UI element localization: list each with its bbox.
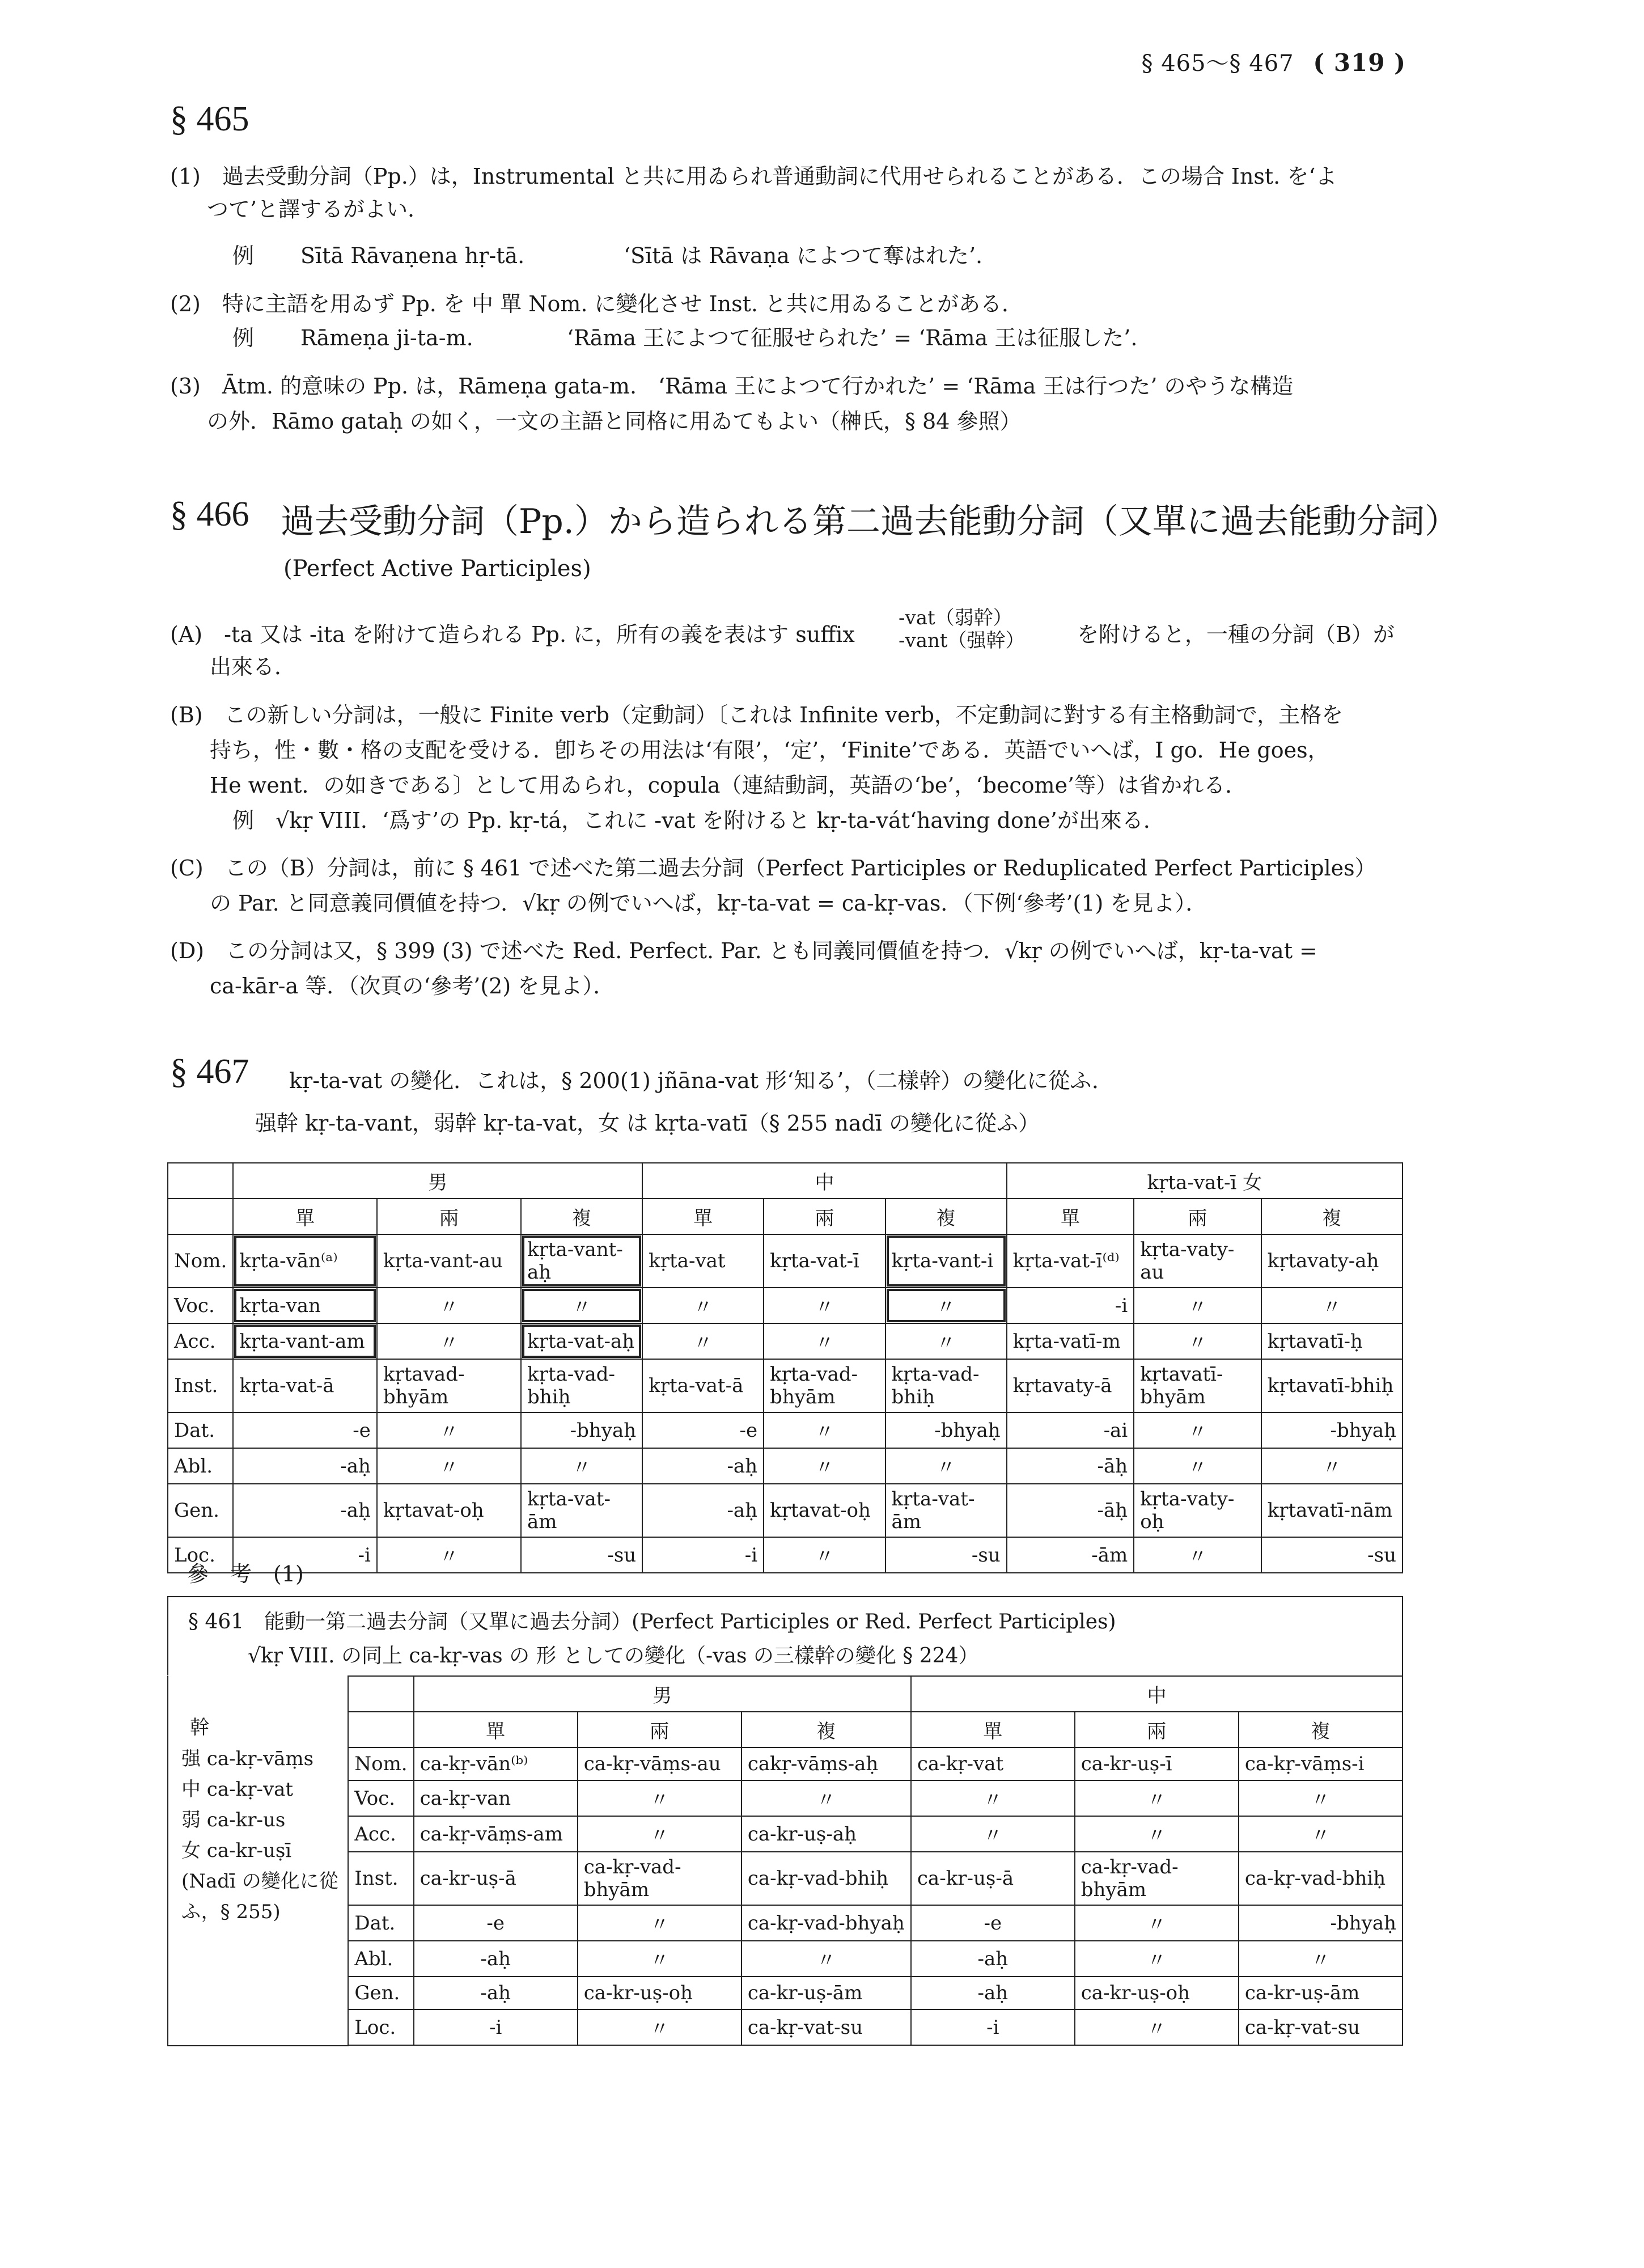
table-cell: ca-kṛ-vat bbox=[911, 1747, 1075, 1780]
suffix-strong: -vant（强幹） bbox=[899, 629, 1025, 652]
table-cell: ca-kr-uṣ-ām bbox=[1239, 1977, 1403, 2009]
case-label: Gen. bbox=[168, 1484, 233, 1537]
corner-cell bbox=[348, 1712, 413, 1747]
spacer-row bbox=[348, 2045, 1403, 2046]
table-cell: -i bbox=[642, 1537, 764, 1573]
s465-p3b: の外．Rāmo gataḥ の如く，一文の主語と同格に用ゐてもよい（榊氏，§ 84 參照） bbox=[207, 409, 1022, 434]
table-cell: -āḥ bbox=[1007, 1484, 1134, 1537]
table-cell: -āḥ bbox=[1007, 1448, 1134, 1484]
group-neuter: 中 bbox=[642, 1163, 1007, 1199]
section-467-number: § 467 bbox=[170, 1052, 249, 1091]
case-label: Dat. bbox=[168, 1412, 233, 1448]
table-cell: 〃 bbox=[377, 1288, 521, 1323]
table-cell: 〃 bbox=[911, 1780, 1075, 1816]
table-cell: 〃 bbox=[1134, 1537, 1261, 1573]
table-cell: kṛta-vat-ī⁽ᵈ⁾ bbox=[1007, 1234, 1134, 1288]
table-cell: -ai bbox=[1007, 1412, 1134, 1448]
s466-C-line1: (C) この（B）分詞は，前に § 461 で述べた第二過去分詞（Perfect Participles or Reduplicated Perfect Participles） bbox=[170, 856, 1376, 881]
table-cell: ca-kr-uṣ-aḥ bbox=[742, 1816, 911, 1852]
table-cell: -aḥ bbox=[642, 1484, 764, 1537]
s466-A-line1: (A) -ta 又は -ita を附けて造られる Pp. に，所有の義を表はす suffix bbox=[170, 622, 855, 647]
case-label: Acc. bbox=[168, 1323, 233, 1359]
table-cell: -i bbox=[414, 2009, 578, 2045]
table-cell: 〃 bbox=[1134, 1323, 1261, 1359]
table-cell: -e bbox=[642, 1412, 764, 1448]
table-cell: ca-kṛ-vad-bhiḥ bbox=[742, 1852, 911, 1905]
suffix-weak: -vat（弱幹） bbox=[899, 607, 1012, 629]
number-header: 兩 bbox=[1075, 1712, 1239, 1747]
table-cell: -su bbox=[521, 1537, 642, 1573]
s467-line2: 强幹 kṛ-ta-vant，弱幹 kṛ-ta-vat，女 は kṛta-vatī（§ 255 nadī の變化に從ふ） bbox=[255, 1111, 1040, 1136]
table-row bbox=[168, 1941, 1403, 1977]
reference-caption-box bbox=[167, 1596, 1403, 1675]
table-cell: -su bbox=[885, 1537, 1007, 1573]
table-cell: 〃 bbox=[1075, 1816, 1239, 1852]
group-feminine: kṛta-vat-ī 女 bbox=[1007, 1163, 1403, 1199]
table-cell: -ām bbox=[1007, 1537, 1134, 1573]
table-cell: kṛta-vant-aḥ bbox=[521, 1234, 642, 1288]
table-cell: 〃 bbox=[578, 2009, 742, 2045]
table-row bbox=[168, 1448, 1403, 1484]
table-cell: 〃 bbox=[578, 1780, 742, 1816]
table-cell: 〃 bbox=[885, 1288, 1007, 1323]
table-cell: 〃 bbox=[885, 1323, 1007, 1359]
s465-p1: (1) 過去受動分詞（Pp.）は，Instrumental と共に用ゐられ普通動詞に代用せられることがある．この場合 Inst. を‘よ bbox=[170, 164, 1337, 189]
table-row bbox=[168, 1780, 1403, 1816]
table-cell: kṛta-vad-bhyām bbox=[764, 1359, 885, 1412]
case-label: Loc. bbox=[168, 1537, 233, 1573]
table-row bbox=[168, 1484, 1403, 1537]
group-neuter: 中 bbox=[911, 1676, 1403, 1712]
s466-D-line2: ca-kār-a 等．（次頁の‘參考’(2) を見よ）． bbox=[210, 974, 615, 998]
table-cell: ca-kṛ-vāṃs-au bbox=[578, 1747, 742, 1780]
number-header: 複 bbox=[742, 1712, 911, 1747]
s465-ex1-skt: Sītā Rāvaṇena hṛ-tā. bbox=[300, 243, 525, 268]
table-cell: -aḥ bbox=[233, 1484, 377, 1537]
table-cell: kṛta-vant-am bbox=[233, 1323, 377, 1359]
number-header: 單 bbox=[911, 1712, 1075, 1747]
table-cell: 〃 bbox=[1075, 2009, 1239, 2045]
s465-ex2-translation: ‘Rāma 王によつて征服せられた’ = ‘Rāma 王は征服した’. bbox=[567, 325, 1138, 350]
table-row bbox=[168, 1359, 1403, 1412]
corner-cell bbox=[348, 1676, 413, 1712]
corner-cell bbox=[168, 1163, 233, 1199]
table-cell: kṛta-vat-aḥ bbox=[521, 1323, 642, 1359]
stem-strong: 强 ca-kṛ-vāṃs bbox=[181, 1747, 314, 1770]
table-cell: kṛta-vad-bhiḥ bbox=[885, 1359, 1007, 1412]
number-header: 單 bbox=[642, 1199, 764, 1234]
table-cell: kṛta-vant-au bbox=[377, 1234, 521, 1288]
s467-line1: kṛ-ta-vat の變化．これは，§ 200(1) jñāna-vat 形‘知る’，（二樣幹）の變化に從ふ． bbox=[289, 1068, 1114, 1093]
stem-middle: 中 ca-kṛ-vat bbox=[181, 1778, 294, 1801]
table-cell: 〃 bbox=[642, 1323, 764, 1359]
table-cell: -aḥ bbox=[414, 1941, 578, 1977]
table-cell: ca-kṛ-vāṃs-am bbox=[414, 1816, 578, 1852]
table-cell: -bhyaḥ bbox=[521, 1412, 642, 1448]
table-cell: -e bbox=[911, 1905, 1075, 1941]
section-466-subtitle: (Perfect Active Participles) bbox=[283, 556, 591, 582]
case-label: Abl. bbox=[348, 1941, 413, 1977]
number-header: 兩 bbox=[377, 1199, 521, 1234]
table-cell: kṛta-vant-i bbox=[885, 1234, 1007, 1288]
case-label: Gen. bbox=[348, 1977, 413, 2009]
case-label: Abl. bbox=[168, 1448, 233, 1484]
table-cell: kṛta-vat bbox=[642, 1234, 764, 1288]
declension-table-krtavat bbox=[167, 1162, 1403, 1573]
section-466-title: 過去受動分詞（Pp.）から造られる第二過去能動分詞（又單に過去能動分詞） bbox=[281, 502, 1459, 541]
table-cell: 〃 bbox=[1075, 1905, 1239, 1941]
s465-p3: (3) Ātm. 的意味の Pp. は，Rāmeṇa gata-m. ‘Rāma 王によつて行かれた’ = ‘Rāma 王は行つた’ のやうな構造 bbox=[170, 374, 1294, 399]
table-cell: 〃 bbox=[742, 1941, 911, 1977]
s466-A-line2: 出來る． bbox=[210, 654, 296, 679]
table-cell: kṛta-vān⁽ᵃ⁾ bbox=[233, 1234, 377, 1288]
s466-C-line2: の Par. と同意義同價値を持つ．√kṛ の例でいへば，kṛ-ta-vat = ca-kṛ-vas．（下例‘參考’(1) を見よ）． bbox=[210, 891, 1207, 916]
table-cell: 〃 bbox=[521, 1448, 642, 1484]
case-label: Nom. bbox=[168, 1234, 233, 1288]
table-cell: 〃 bbox=[578, 1905, 742, 1941]
stem-column bbox=[168, 1676, 348, 2046]
table-cell: 〃 bbox=[1075, 1941, 1239, 1977]
case-label: Inst. bbox=[168, 1359, 233, 1412]
table-cell: ca-kr-uṣ-ā bbox=[414, 1852, 578, 1905]
stem-feminine: 女 ca-kr-uṣī bbox=[181, 1839, 292, 1862]
table-cell: -bhyaḥ bbox=[885, 1412, 1007, 1448]
case-label: Voc. bbox=[168, 1288, 233, 1323]
number-header: 複 bbox=[885, 1199, 1007, 1234]
table-cell: kṛta-vat-ī bbox=[764, 1234, 885, 1288]
s466-A-suffix-brace bbox=[899, 607, 1025, 652]
table-cell: kṛtavatī-bhiḥ bbox=[1261, 1359, 1403, 1412]
table-cell: -aḥ bbox=[911, 1977, 1075, 2009]
running-header bbox=[1141, 45, 1406, 78]
s465-p1b: つて’と譯するがよい． bbox=[207, 197, 430, 222]
reference-caption-1: § 461 能動一第二過去分詞（又單に過去分詞）(Perfect Participles or Red. Perfect Participles) bbox=[188, 1610, 1116, 1634]
table-row bbox=[168, 2009, 1403, 2045]
table-cell: -aḥ bbox=[414, 1977, 578, 2009]
table-cell: 〃 bbox=[764, 1288, 885, 1323]
table-cell: 〃 bbox=[1261, 1448, 1403, 1484]
table-cell: -su bbox=[1261, 1537, 1403, 1573]
s465-ex1-label: 例 bbox=[232, 243, 255, 268]
case-label: Loc. bbox=[348, 2009, 413, 2045]
table-cell: kṛtavaty-ā bbox=[1007, 1359, 1134, 1412]
table-cell: 〃 bbox=[1239, 1816, 1403, 1852]
table-cell: kṛta-vat-ām bbox=[885, 1484, 1007, 1537]
table-cell: 〃 bbox=[377, 1412, 521, 1448]
s466-B-line3: He went．の如きである〕として用ゐられ，copula（連結動詞，英語の‘be’，‘become’等）は省かれる． bbox=[210, 773, 1247, 798]
s465-ex2-label: 例 bbox=[232, 325, 255, 350]
table-cell: ca-kṛ-vad-bhyām bbox=[578, 1852, 742, 1905]
table-cell: kṛtavat-oḥ bbox=[377, 1484, 521, 1537]
table-cell: ca-kṛ-vat-su bbox=[1239, 2009, 1403, 2045]
table-row bbox=[168, 1905, 1403, 1941]
table-cell: ca-kr-uṣ-ā bbox=[911, 1852, 1075, 1905]
table-cell: kṛta-vaty-oḥ bbox=[1134, 1484, 1261, 1537]
s465-ex2-skt: Rāmeṇa ji-ta-m. bbox=[300, 325, 473, 350]
number-header: 單 bbox=[1007, 1199, 1134, 1234]
table-cell: 〃 bbox=[1134, 1448, 1261, 1484]
s466-B-line4: 例 √kṛ VIII．‘爲す’の Pp. kṛ-tá，これに -vat を附けると kṛ-ta-vát‘having done’が出來る． bbox=[232, 808, 1165, 833]
table-cell: -i bbox=[233, 1537, 377, 1573]
table-cell: 〃 bbox=[1261, 1288, 1403, 1323]
table-row bbox=[168, 1852, 1403, 1905]
table-cell: cakṛ-vāṃs-aḥ bbox=[742, 1747, 911, 1780]
s465-ex1-translation: ‘Sītā は Rāvaṇa によつて奪はれた’. bbox=[624, 243, 983, 268]
table-cell: ca-kṛ-vat-su bbox=[742, 2009, 911, 2045]
s466-B-line1: (B) この新しい分詞は，一般に Finite verb（定動詞）〔これは Infinite verb，不定動詞に對する有主格動詞で，主格を bbox=[170, 703, 1344, 727]
case-label: Acc. bbox=[348, 1816, 413, 1852]
case-label: Dat. bbox=[348, 1905, 413, 1941]
table-cell: 〃 bbox=[1134, 1288, 1261, 1323]
table-cell: 〃 bbox=[377, 1537, 521, 1573]
s466-D-line1: (D) この分詞は又，§ 399 (3) で述べた Red. Perfect. Par. とも同義同價値を持つ．√kṛ の例でいへば，kṛ-ta-vat = bbox=[170, 938, 1317, 963]
table-cell: 〃 bbox=[1239, 1941, 1403, 1977]
table-cell: -e bbox=[233, 1412, 377, 1448]
table-cell: kṛtavaty-aḥ bbox=[1261, 1234, 1403, 1288]
table-cell: kṛtavatī-ḥ bbox=[1261, 1323, 1403, 1359]
table-cell: 〃 bbox=[1134, 1412, 1261, 1448]
table-cell: 〃 bbox=[1239, 1780, 1403, 1816]
s465-p2: (2) 特に主語を用ゐず Pp. を 中 單 Nom. に變化させ Inst. と共に用ゐることがある． bbox=[170, 291, 1024, 316]
table-cell: ca-kṛ-vad-bhyaḥ bbox=[742, 1905, 911, 1941]
table-cell: ca-kṛ-vāṃs-i bbox=[1239, 1747, 1403, 1780]
table-cell: kṛta-vat-ā bbox=[233, 1359, 377, 1412]
stem-heading: 幹 bbox=[190, 1716, 209, 1739]
table-cell: 〃 bbox=[642, 1288, 764, 1323]
table-cell: 〃 bbox=[911, 1816, 1075, 1852]
table-cell: ca-kr-uṣ-ī bbox=[1075, 1747, 1239, 1780]
table-cell: kṛta-van bbox=[233, 1288, 377, 1323]
table-row bbox=[168, 1816, 1403, 1852]
table-cell: kṛta-vad-bhiḥ bbox=[521, 1359, 642, 1412]
table-cell: kṛta-vaty-au bbox=[1134, 1234, 1261, 1288]
table-cell: -bhyaḥ bbox=[1239, 1905, 1403, 1941]
number-header: 兩 bbox=[1134, 1199, 1261, 1234]
table-row bbox=[168, 1234, 1403, 1288]
reference-caption-2: √kṛ VIII. の同上 ca-kṛ-vas の 形 としての變化（-vas の三樣幹の變化 § 224） bbox=[248, 1644, 979, 1668]
declension-table-cakrvas bbox=[167, 1675, 1403, 2046]
table-cell: 〃 bbox=[764, 1448, 885, 1484]
table-cell: ca-kr-uṣ-ām bbox=[742, 1977, 911, 2009]
table-cell: ca-kṛ-vad-bhiḥ bbox=[1239, 1852, 1403, 1905]
table-cell: kṛtavad-bhyām bbox=[377, 1359, 521, 1412]
table-cell: ca-kṛ-vad-bhyām bbox=[1075, 1852, 1239, 1905]
stem-note-2: ふ，§ 255) bbox=[181, 1901, 281, 1923]
case-label: Nom. bbox=[348, 1747, 413, 1780]
corner-cell bbox=[168, 1199, 233, 1234]
table-cell: 〃 bbox=[742, 1780, 911, 1816]
s466-A-line1b: を附けると，一種の分詞（B）が bbox=[1077, 622, 1395, 647]
table-cell: ca-kr-uṣ-oḥ bbox=[1075, 1977, 1239, 2009]
table-cell: -bhyaḥ bbox=[1261, 1412, 1403, 1448]
table-cell: kṛtavat-oḥ bbox=[764, 1484, 885, 1537]
number-header: 兩 bbox=[764, 1199, 885, 1234]
section-range: § 465〜§ 467 bbox=[1141, 50, 1294, 77]
table-cell: -e bbox=[414, 1905, 578, 1941]
table-cell: ca-kṛ-vān⁽ᵇ⁾ bbox=[414, 1747, 578, 1780]
table-cell: kṛta-vat-ām bbox=[521, 1484, 642, 1537]
table-cell: kṛtavatī-bhyām bbox=[1134, 1359, 1261, 1412]
table-cell: -aḥ bbox=[642, 1448, 764, 1484]
group-masculine: 男 bbox=[414, 1676, 911, 1712]
table-row bbox=[168, 1537, 1403, 1573]
table-cell: -aḥ bbox=[911, 1941, 1075, 1977]
reference-label: 參 考 (1) bbox=[187, 1562, 304, 1586]
table-cell: 〃 bbox=[1075, 1780, 1239, 1816]
number-header: 複 bbox=[521, 1199, 642, 1234]
table-cell: 〃 bbox=[578, 1941, 742, 1977]
table-cell: 〃 bbox=[764, 1412, 885, 1448]
table-cell: 〃 bbox=[521, 1288, 642, 1323]
section-466-number: § 466 bbox=[170, 495, 249, 534]
number-header: 複 bbox=[1239, 1712, 1403, 1747]
number-header: 單 bbox=[414, 1712, 578, 1747]
table-cell: -aḥ bbox=[233, 1448, 377, 1484]
case-label: Inst. bbox=[348, 1852, 413, 1905]
table-cell: 〃 bbox=[578, 1816, 742, 1852]
table-row bbox=[168, 1412, 1403, 1448]
table-cell: 〃 bbox=[377, 1448, 521, 1484]
table-cell: kṛta-vatī-m bbox=[1007, 1323, 1134, 1359]
table-cell: kṛtavatī-nām bbox=[1261, 1484, 1403, 1537]
table-cell: -i bbox=[1007, 1288, 1134, 1323]
section-465-title: § 465 bbox=[170, 100, 249, 138]
table-cell: 〃 bbox=[377, 1323, 521, 1359]
s466-B-line2: 持ち，性・數・格の支配を受ける．卽ちその用法は‘有限’，‘定’，‘Finite’である．英語でいへば，I go．He goes， bbox=[210, 738, 1329, 763]
page-number: ( 319 ) bbox=[1313, 49, 1406, 77]
number-header: 兩 bbox=[578, 1712, 742, 1747]
table-cell: -i bbox=[911, 2009, 1075, 2045]
table-cell: ca-kṛ-van bbox=[414, 1780, 578, 1816]
stem-weak: 弱 ca-kr-us bbox=[181, 1809, 286, 1831]
stem-note-1: (Nadī の變化に從 bbox=[181, 1870, 338, 1893]
table-row bbox=[168, 1288, 1403, 1323]
table-cell: kṛta-vat-ā bbox=[642, 1359, 764, 1412]
table-row bbox=[168, 1323, 1403, 1359]
table-row bbox=[168, 1747, 1403, 1780]
number-header: 單 bbox=[233, 1199, 377, 1234]
table-cell: ca-kr-uṣ-oḥ bbox=[578, 1977, 742, 2009]
case-label: Voc. bbox=[348, 1780, 413, 1816]
table-cell: 〃 bbox=[885, 1448, 1007, 1484]
table-row bbox=[168, 1977, 1403, 2009]
number-header: 複 bbox=[1261, 1199, 1403, 1234]
group-masculine: 男 bbox=[233, 1163, 642, 1199]
table-cell: 〃 bbox=[764, 1537, 885, 1573]
table-cell: 〃 bbox=[764, 1323, 885, 1359]
